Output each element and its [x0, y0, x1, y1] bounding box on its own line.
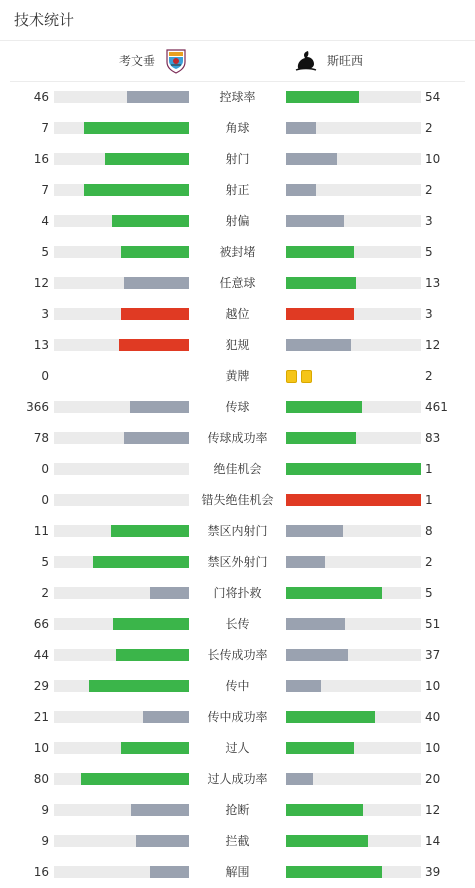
- away-stat-bar: [286, 153, 421, 165]
- stat-row: [0, 206, 475, 237]
- away-stat-bar-fill: [286, 153, 337, 165]
- away-stat-value: 14: [425, 834, 441, 848]
- away-stat-value: 12: [425, 803, 441, 817]
- stat-label: 传球: [225, 400, 250, 414]
- home-stat-bar: [54, 432, 189, 444]
- stat-label: 射门: [225, 152, 250, 166]
- stat-row: [0, 702, 475, 733]
- away-stat-bar-fill: [286, 618, 345, 630]
- away-stat-bar-fill: [286, 587, 382, 599]
- home-stat-bar-fill: [143, 711, 189, 723]
- away-stat-bar-fill: [286, 804, 363, 816]
- away-stat-value: 8: [425, 524, 433, 538]
- away-stat-bar-fill: [286, 742, 354, 754]
- home-stat-bar: [54, 91, 189, 103]
- away-stat-bar: [286, 401, 421, 413]
- stat-label: 绝佳机会: [213, 462, 262, 476]
- away-stat-value: 51: [425, 617, 441, 631]
- away-stat-bar: [286, 122, 421, 134]
- home-stat-bar: [54, 184, 189, 196]
- home-stat-bar: [54, 153, 189, 165]
- stat-label: 犯规: [225, 338, 250, 352]
- home-stat-value: 5: [41, 555, 49, 569]
- home-stat-bar-fill: [131, 804, 189, 816]
- away-stat-bar-fill: [286, 184, 316, 196]
- teams-header: [10, 41, 465, 82]
- stat-row: [0, 144, 475, 175]
- stat-row: [0, 857, 475, 888]
- home-stat-bar-fill: [84, 184, 189, 196]
- home-stat-bar: [54, 525, 189, 537]
- home-stat-bar: [54, 401, 189, 413]
- home-stat-value: 16: [33, 865, 49, 879]
- home-stat-bar: [54, 308, 189, 320]
- home-stat-value: 78: [33, 431, 49, 445]
- away-stat-value: 54: [425, 90, 441, 104]
- away-stat-bar-fill: [286, 339, 351, 351]
- home-stat-bar: [54, 246, 189, 258]
- away-stat-bar-fill: [286, 308, 354, 320]
- away-stat-bar-fill: [286, 649, 348, 661]
- home-stat-bar: [54, 618, 189, 630]
- home-stat-bar: [54, 649, 189, 661]
- stat-row: [0, 299, 475, 330]
- away-stat-bar: [286, 339, 421, 351]
- home-stat-value: 4: [41, 214, 49, 228]
- away-stat-value: 5: [425, 586, 433, 600]
- home-stat-value: 3: [41, 307, 49, 321]
- stat-label: 传球成功率: [207, 431, 268, 445]
- home-stat-value: 9: [41, 803, 49, 817]
- home-stat-bar-fill: [150, 587, 189, 599]
- away-stat-bar: [286, 215, 421, 227]
- home-stat-bar: [54, 866, 189, 878]
- home-stat-bar-fill: [81, 773, 189, 785]
- home-stat-bar: [54, 835, 189, 847]
- stat-row: [0, 578, 475, 609]
- home-stat-value: 11: [33, 524, 49, 538]
- home-stat-value: 0: [41, 369, 49, 383]
- away-stat-bar: [286, 649, 421, 661]
- away-stat-bar-fill: [286, 680, 321, 692]
- home-stat-bar-fill: [111, 525, 189, 537]
- stat-label: 被封堵: [219, 245, 256, 259]
- away-stat-bar-fill: [286, 432, 356, 444]
- home-stat-value: 2: [41, 586, 49, 600]
- yellow-card-icon: [301, 370, 312, 383]
- away-stat-value: 3: [425, 214, 433, 228]
- home-stat-value: 10: [33, 741, 49, 755]
- home-stat-value: 66: [33, 617, 49, 631]
- away-stat-value: 10: [425, 679, 441, 693]
- away-stat-bar-fill: [286, 215, 344, 227]
- away-stat-value: 1: [425, 462, 433, 476]
- stat-label: 黄牌: [225, 369, 250, 383]
- away-stat-bar-fill: [286, 866, 382, 878]
- away-stat-value: 5: [425, 245, 433, 259]
- away-stat-bar-fill: [286, 277, 356, 289]
- home-stat-bar-fill: [116, 649, 189, 661]
- home-stat-bar-fill: [119, 339, 189, 351]
- home-stat-value: 0: [41, 493, 49, 507]
- away-stat-bar: [286, 587, 421, 599]
- away-stat-bar: [286, 680, 421, 692]
- stat-row: [0, 175, 475, 206]
- stat-label: 拦截: [225, 834, 250, 848]
- home-stat-bar-fill: [93, 556, 189, 568]
- home-stat-bar-fill: [124, 432, 189, 444]
- stat-row: [0, 547, 475, 578]
- home-team-name: 考文垂: [118, 54, 155, 68]
- home-stat-bar: [54, 711, 189, 723]
- away-stat-value: 20: [425, 772, 441, 786]
- stat-row: [0, 361, 475, 392]
- away-stat-value: 2: [425, 183, 433, 197]
- away-stat-value: 10: [425, 152, 441, 166]
- away-stat-bar-fill: [286, 494, 421, 506]
- away-stat-bar-fill: [286, 401, 362, 413]
- away-stat-bar-fill: [286, 91, 359, 103]
- stat-row: [0, 609, 475, 640]
- away-yellow-cards: [286, 370, 312, 383]
- away-stat-bar: [286, 556, 421, 568]
- stat-label: 角球: [225, 121, 250, 135]
- home-stat-bar-fill: [136, 835, 189, 847]
- away-stat-bar: [286, 277, 421, 289]
- home-stat-bar: [54, 804, 189, 816]
- home-stat-value: 12: [33, 276, 49, 290]
- away-stat-value: 13: [425, 276, 441, 290]
- home-stat-bar-fill: [112, 215, 189, 227]
- away-team-logo-icon: [293, 48, 319, 74]
- home-stat-value: 9: [41, 834, 49, 848]
- home-stat-bar-fill: [121, 742, 189, 754]
- home-stat-bar-fill: [127, 91, 189, 103]
- stat-label: 禁区外射门: [207, 555, 268, 569]
- away-stat-bar: [286, 184, 421, 196]
- home-stat-value: 7: [41, 121, 49, 135]
- stat-label: 越位: [225, 307, 250, 321]
- home-stat-value: 0: [41, 462, 49, 476]
- home-stat-value: 29: [33, 679, 49, 693]
- away-stat-bar: [286, 308, 421, 320]
- stat-row: [0, 671, 475, 702]
- home-team-logo-icon: [163, 48, 189, 74]
- stat-row: [0, 237, 475, 268]
- home-stat-bar: [54, 215, 189, 227]
- page-title: 技术统计: [14, 11, 75, 29]
- stat-row: [0, 795, 475, 826]
- stat-row: [0, 330, 475, 361]
- away-stat-bar: [286, 463, 421, 475]
- stat-label: 禁区内射门: [207, 524, 268, 538]
- stat-label: 传中: [225, 679, 250, 693]
- away-stat-value: 2: [425, 555, 433, 569]
- away-stat-value: 3: [425, 307, 433, 321]
- stat-label: 解围: [225, 865, 250, 879]
- away-stat-value: 10: [425, 741, 441, 755]
- stat-row: [0, 764, 475, 795]
- home-stat-value: 21: [33, 710, 49, 724]
- stat-label: 任意球: [219, 276, 256, 290]
- away-stat-value: 83: [425, 431, 441, 445]
- away-stat-bar: [286, 246, 421, 258]
- stat-row: [0, 516, 475, 547]
- away-stat-bar: [286, 742, 421, 754]
- stat-label: 抢断: [225, 803, 250, 817]
- stat-label: 门将扑救: [213, 586, 262, 600]
- home-stat-value: 80: [33, 772, 49, 786]
- away-stat-bar: [286, 432, 421, 444]
- away-stat-bar: [286, 773, 421, 785]
- stat-row: [0, 268, 475, 299]
- away-stat-bar-fill: [286, 122, 316, 134]
- home-stat-bar: [54, 680, 189, 692]
- stat-label: 过人: [225, 741, 250, 755]
- home-stat-bar: [54, 494, 189, 506]
- away-stat-bar-fill: [286, 556, 325, 568]
- stat-label: 控球率: [219, 90, 256, 104]
- yellow-card-icon: [286, 370, 297, 383]
- away-stat-value: 39: [425, 865, 441, 879]
- home-stat-bar: [54, 556, 189, 568]
- away-stat-bar: [286, 804, 421, 816]
- away-stat-bar-fill: [286, 525, 343, 537]
- stat-row: [0, 485, 475, 516]
- home-stat-bar: [54, 122, 189, 134]
- home-stat-bar-fill: [121, 246, 189, 258]
- home-stat-bar-fill: [84, 122, 189, 134]
- home-stat-bar: [54, 587, 189, 599]
- away-stat-bar-fill: [286, 835, 368, 847]
- home-stat-bar: [54, 742, 189, 754]
- stat-label: 传中成功率: [207, 710, 268, 724]
- home-stat-bar-fill: [105, 153, 189, 165]
- away-stat-value: 2: [425, 369, 433, 383]
- away-stat-value: 2: [425, 121, 433, 135]
- home-stat-bar-fill: [150, 866, 189, 878]
- away-stat-value: 12: [425, 338, 441, 352]
- stat-row: [0, 423, 475, 454]
- away-stat-bar: [286, 91, 421, 103]
- home-stat-bar: [54, 277, 189, 289]
- home-stat-bar: [54, 339, 189, 351]
- home-stat-bar-fill: [89, 680, 189, 692]
- away-stat-bar: [286, 525, 421, 537]
- away-stat-value: 40: [425, 710, 441, 724]
- stat-label: 射正: [225, 183, 250, 197]
- home-stat-value: 5: [41, 245, 49, 259]
- stat-row: [0, 82, 475, 113]
- home-stat-bar-fill: [130, 401, 189, 413]
- away-team-name: 斯旺西: [327, 54, 364, 68]
- away-stat-bar: [286, 618, 421, 630]
- away-stat-bar-fill: [286, 773, 313, 785]
- home-stat-bar: [54, 463, 189, 475]
- home-stat-bar-fill: [121, 308, 189, 320]
- home-stat-bar: [54, 773, 189, 785]
- away-stat-bar: [286, 835, 421, 847]
- away-stat-bar: [286, 711, 421, 723]
- stat-label: 长传: [225, 617, 250, 631]
- home-stat-value: 13: [33, 338, 49, 352]
- stat-label: 长传成功率: [207, 648, 268, 662]
- home-stat-value: 366: [26, 400, 49, 414]
- away-stat-value: 1: [425, 493, 433, 507]
- away-stat-value: 461: [425, 400, 448, 414]
- away-stat-bar-fill: [286, 463, 421, 475]
- stat-row: [0, 733, 475, 764]
- away-stat-value: 37: [425, 648, 441, 662]
- home-stat-value: 7: [41, 183, 49, 197]
- stat-label: 射偏: [225, 214, 250, 228]
- away-stat-bar: [286, 494, 421, 506]
- away-stat-bar-fill: [286, 711, 375, 723]
- home-stat-value: 16: [33, 152, 49, 166]
- away-stat-bar-fill: [286, 246, 354, 258]
- stat-row: [0, 454, 475, 485]
- stat-row: [0, 826, 475, 857]
- away-stat-bar: [286, 866, 421, 878]
- away-team[interactable]: [293, 48, 363, 74]
- stat-row: [0, 392, 475, 423]
- home-stat-value: 44: [33, 648, 49, 662]
- stat-label: 过人成功率: [207, 772, 268, 786]
- home-stat-bar-fill: [124, 277, 189, 289]
- stat-row: [0, 640, 475, 671]
- home-stat-value: 46: [33, 90, 49, 104]
- home-stat-bar-fill: [113, 618, 189, 630]
- stat-row: [0, 113, 475, 144]
- home-team[interactable]: [119, 48, 189, 74]
- stat-label: 错失绝佳机会: [201, 493, 274, 507]
